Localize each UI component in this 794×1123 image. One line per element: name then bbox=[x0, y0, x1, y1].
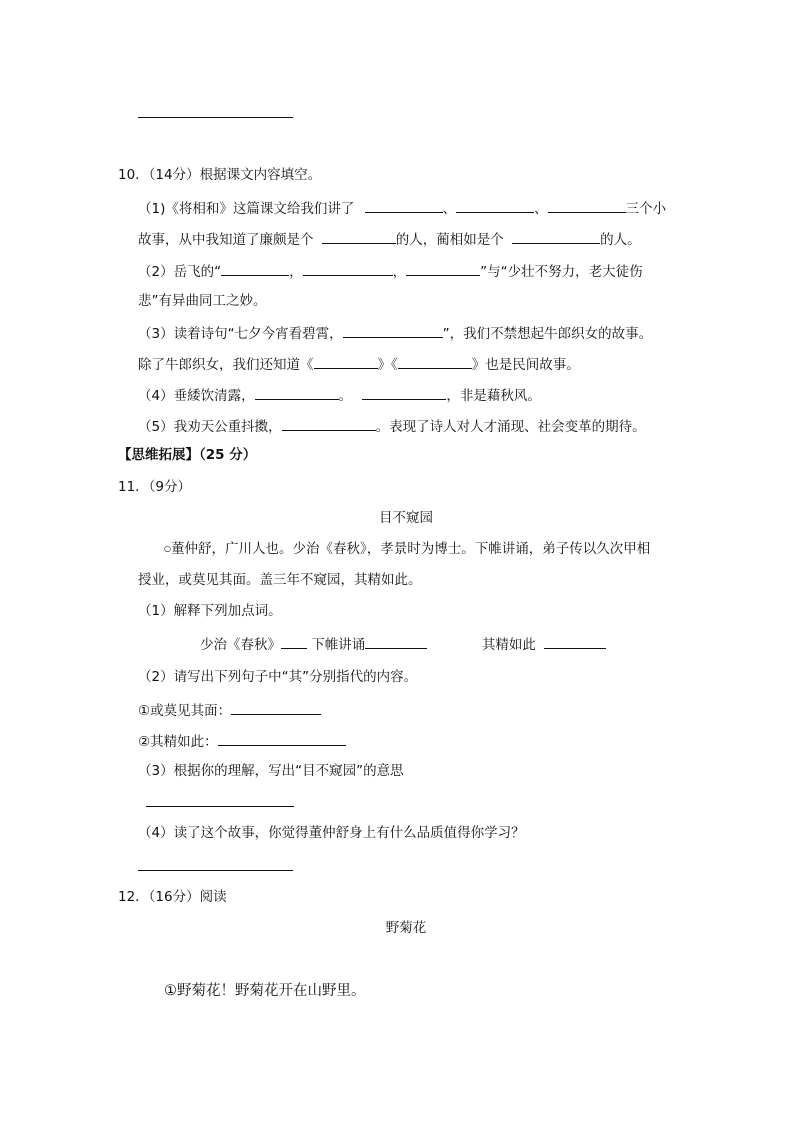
answer-blank[interactable] bbox=[365, 198, 443, 213]
q10-item3-text-a: （3）读着诗句“七夕今宵看碧霄， bbox=[138, 326, 343, 342]
answer-blank[interactable] bbox=[221, 261, 289, 276]
q10-item2-text-a: （2）岳飞的“ bbox=[138, 264, 222, 280]
answer-blank[interactable] bbox=[218, 731, 346, 746]
q10-item1-text-a: （1)《将相和》这篇课文给我们讲了 bbox=[138, 201, 355, 217]
q11-sub2-b bbox=[138, 731, 346, 751]
q11-sub1-items bbox=[200, 634, 606, 654]
answer-blank[interactable] bbox=[343, 323, 443, 338]
q10-item4-text-c: ，非是藉秋风。 bbox=[446, 388, 541, 404]
answer-blank[interactable] bbox=[322, 229, 396, 244]
q10-item3-line2 bbox=[138, 354, 580, 374]
q11-sub4: （4）读了这个故事，你觉得董仲舒身上有什么品质值得你学习？ bbox=[138, 825, 525, 841]
section-title: 【思维拓展】（25 分） bbox=[118, 447, 257, 463]
q10-item1-text-e: 的人。 bbox=[600, 232, 641, 248]
answer-blank[interactable] bbox=[281, 634, 307, 649]
q10-item5-text-a: （5）我劝天公重抖擞， bbox=[138, 419, 282, 435]
q10-item1-text-d: 的人，蔺相如是个 bbox=[395, 232, 504, 248]
q10-item1-text-c: 故事，从中我知道了廉颇是个 bbox=[138, 232, 314, 248]
q12-header: 12．（16分）阅读 bbox=[118, 889, 227, 905]
q12-title: 野菊花 bbox=[385, 920, 427, 936]
q10-item5-text-b: 。表现了诗人对人才涌现、社会变革的期待。 bbox=[375, 419, 646, 435]
answer-blank[interactable] bbox=[512, 229, 600, 244]
q10-item4-text-a: （4）垂緌饮清露， bbox=[138, 388, 255, 404]
q10-item4 bbox=[138, 385, 541, 405]
q11-sub1-term-b: 下帷讲诵 bbox=[311, 637, 366, 653]
answer-blank[interactable] bbox=[365, 634, 427, 649]
answer-blank[interactable] bbox=[314, 354, 378, 369]
q11-sub2-b-text: ②其精如此： bbox=[138, 734, 218, 750]
separator: ， bbox=[392, 264, 407, 280]
q10-item1-text-b: 三个小 bbox=[625, 201, 667, 217]
answer-line[interactable] bbox=[146, 806, 294, 807]
q10-item3-line1 bbox=[138, 323, 652, 343]
answer-blank[interactable] bbox=[231, 700, 321, 715]
q10-item1-line2 bbox=[138, 229, 641, 249]
q11-title: 目不窥园 bbox=[379, 510, 433, 526]
answer-line[interactable] bbox=[138, 870, 293, 871]
q12-para1: ①野菊花！野菊花开在山野里。 bbox=[164, 983, 366, 999]
q11-para1 bbox=[164, 540, 650, 558]
answer-blank[interactable] bbox=[282, 416, 376, 431]
answer-blank[interactable] bbox=[456, 198, 534, 213]
q11-sub2-a-text: ①或莫见其面： bbox=[138, 703, 232, 719]
q11-para1-text: 董仲舒，广川人也。少治《春秋》，孝景时为博士。下帷讲诵，弟子传以久次甲相 bbox=[170, 541, 651, 557]
q10-item3-text-c: 除了牛郎织女，我们还知道《 bbox=[138, 357, 314, 373]
answer-blank[interactable] bbox=[255, 385, 339, 400]
q11-para1-prefix: ○ bbox=[164, 544, 171, 553]
q11-para2: 授业，或莫见其面。盖三年不窥园，其精如此。 bbox=[138, 572, 422, 588]
q10-item4-text-b: 。 bbox=[338, 388, 353, 404]
q11-sub3: （3）根据你的理解，写出“目不窥园”的意思 bbox=[138, 763, 404, 779]
q10-item5 bbox=[138, 416, 646, 436]
separator: 、 bbox=[442, 201, 457, 217]
q10-item3-text-e: 》也是民间故事。 bbox=[471, 357, 580, 373]
q10-item1-line1 bbox=[138, 198, 666, 218]
q11-header: 11．（9分） bbox=[118, 479, 192, 495]
q10-item3-text-d: 》《 bbox=[377, 357, 398, 373]
separator: ， bbox=[289, 264, 303, 280]
separator: 、 bbox=[534, 201, 548, 217]
q11-sub2: （2）请写出下列句子中“其”分别指代的内容。 bbox=[138, 669, 418, 685]
answer-blank[interactable] bbox=[398, 354, 472, 369]
q10-item2-line2: 悲”有异曲同工之妙。 bbox=[138, 293, 267, 309]
q10-header: 10．（14分）根据课文内容填空。 bbox=[118, 167, 322, 183]
answer-line-top[interactable] bbox=[138, 117, 293, 118]
q11-sub1: （1）解释下列加点词。 bbox=[138, 603, 282, 619]
q10-item2-line1 bbox=[138, 261, 643, 281]
q11-sub1-term-c: 其精如此 bbox=[481, 637, 536, 653]
q10-item2-text-b: ”与“少壮不努力，老大徒伤 bbox=[480, 264, 643, 280]
answer-blank[interactable] bbox=[362, 385, 446, 400]
answer-blank[interactable] bbox=[406, 261, 480, 276]
q11-sub1-term-a: 少治《春秋》 bbox=[200, 637, 281, 653]
q11-sub2-a bbox=[138, 700, 321, 720]
answer-blank[interactable] bbox=[303, 261, 393, 276]
answer-blank[interactable] bbox=[548, 198, 626, 213]
q10-item3-text-b: ”，我们不禁想起牛郎织女的故事。 bbox=[442, 326, 653, 342]
answer-blank[interactable] bbox=[544, 634, 606, 649]
